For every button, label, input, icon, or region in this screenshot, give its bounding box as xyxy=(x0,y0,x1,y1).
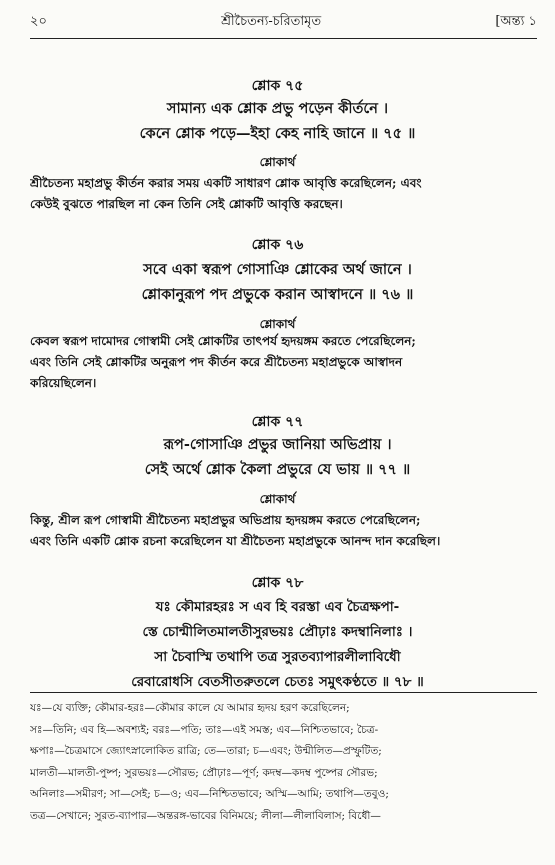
translation-line: এবং তিনি সেই শ্লোকটির অনুরূপ পদ কীর্তন করে শ্রীচৈতন্য মহাপ্রভুকে আস্বাদন xyxy=(30,355,403,369)
verse-76-line-2: শ্লোকানুরূপ পদ প্রভুকে করান আস্বাদনে ॥ ৭৬ ॥ xyxy=(141,286,414,303)
verse-77-translation-label: শ্লোকার্থ xyxy=(259,492,296,506)
verse-75-translation xyxy=(30,173,540,215)
page-number: ২০ xyxy=(30,14,47,29)
page-header xyxy=(30,12,537,34)
synonym-line: ক্ষপাঃ—চৈত্রমাসে জ্যোৎস্নালোকিত রাত্রি; তে—তারা; চ—এবং; উন্মীলিত—প্রস্ফুটিত; xyxy=(30,745,382,757)
verse-75-line-2: কেনে শ্লোক পড়ে—ইহা কেহ নাহি জানে ॥ ৭৫ ॥ xyxy=(139,125,416,142)
synonym-line: অনিলাঃ—সমীরণ; সা—সেই; চ—ও; এব—নিশ্চিতভাবে; অস্মি—আমি; তথাপি—তবুও; xyxy=(30,788,389,800)
header-rule xyxy=(30,38,537,39)
verse-76-line-1: সবে একা স্বরূপ গোসাঞি শ্লোকের অর্থ জানে । xyxy=(143,261,412,278)
verse-76-title: শ্লোক ৭৬ xyxy=(251,237,304,253)
verse-78-line-3: সা চৈবাস্মি তথাপি তত্র সুরতব্যাপারলীলাবিধৌ xyxy=(154,649,401,665)
translation-line: কিন্তু, শ্রীল রূপ গোস্বামী শ্রীচৈতন্য মহাপ্রভুর অভিপ্রায় হৃদয়ঙ্গম করতে পেরেছিলেন; xyxy=(30,513,421,527)
verse-75-title: শ্লোক ৭৫ xyxy=(251,78,304,94)
verse-76-translation xyxy=(30,331,540,394)
synonym-line: সঃ—তিনি; এব হি—অবশ্যই; বরঃ—পতি; তাঃ—এই সমস্ত; এব—নিশ্চিতভাবে; চৈত্র- xyxy=(30,723,379,736)
translation-line: কেউই বুঝতে পারছিল না কেন তিনি সেই শ্লোকটি আবৃত্তি করছেন। xyxy=(30,197,343,211)
verse-78-line-2: স্তে চোন্মীলিতমালতীসুরভয়ঃ প্রৌঢ়াঃ কদম্বানিলাঃ । xyxy=(142,624,413,640)
verse-76-translation-label: শ্লোকার্থ xyxy=(259,317,296,331)
verse-77-translation xyxy=(30,510,540,552)
verse-75-line-1: সামান্য এক শ্লোক প্রভু পড়েন কীর্তনে । xyxy=(166,100,389,117)
translation-line: শ্রীচৈতন্য মহাপ্রভু কীর্তন করার সময় একটি সাধারণ শ্লোক আবৃত্তি করেছিলেন; এবং xyxy=(30,176,422,190)
verse-78-title: শ্লোক ৭৮ xyxy=(251,575,304,591)
synonyms-rule xyxy=(30,692,537,693)
running-title: শ্রীচৈতন্য-চরিতামৃত xyxy=(221,14,322,29)
synonym-line: মালতী—মালতী-পুষ্প; সুরভয়ঃ—সৌরভ; প্রৌঢ়াঃ—পূর্ণ; কদম্ব—কদম্ব পুষ্পের সৌরভ; xyxy=(30,766,378,779)
verse-78-line-1: যঃ কৌমারহরঃ স এব হি বরস্তা এব চৈত্রক্ষপা- xyxy=(155,599,400,615)
verse-75-translation-label: শ্লোকার্থ xyxy=(259,155,296,169)
word-for-word-synonyms xyxy=(30,698,545,827)
synonym-line: তত্র—সেখানে; সুরত-ব্যাপার—অন্তরঙ্গ-ভাবের বিনিময়ে; লীলা—লীলাবিলাস; বিধৌ— xyxy=(30,809,381,822)
synonym-line: যঃ—যে ব্যক্তি; কৌমার-হরঃ—কৌমার কালে যে আমার হৃদয় হরণ করেছিলেন; xyxy=(30,702,350,714)
verse-77-title: শ্লোক ৭৭ xyxy=(251,414,304,430)
translation-line: কেবল স্বরূপ দামোদর গোস্বামী সেই শ্লোকটির তাৎপর্য হৃদয়ঙ্গম করতে পেরেছিলেন; xyxy=(30,334,416,348)
verse-77-line-2: সেই অর্থে শ্লোক কৈলা প্রভুরে যে ভায় ॥ ৭৭ ॥ xyxy=(144,461,411,478)
translation-line: এবং তিনি একটি শ্লোক রচনা করেছিলেন যা শ্রীচৈতন্য মহাপ্রভুকে আনন্দ দান করেছিল। xyxy=(30,534,441,548)
section-label: [অন্ত্য ১ xyxy=(495,14,537,29)
translation-line: করিয়েছিলেন। xyxy=(30,376,97,390)
verse-77-line-1: রূপ-গোসাঞি প্রভুর জানিয়া অভিপ্রায় । xyxy=(163,436,392,453)
verse-78-line-4: রেবারোধসি বেতসীতরুতলে চেতঃ সমুৎকণ্ঠতে ॥ ৭৮ ॥ xyxy=(131,674,424,690)
